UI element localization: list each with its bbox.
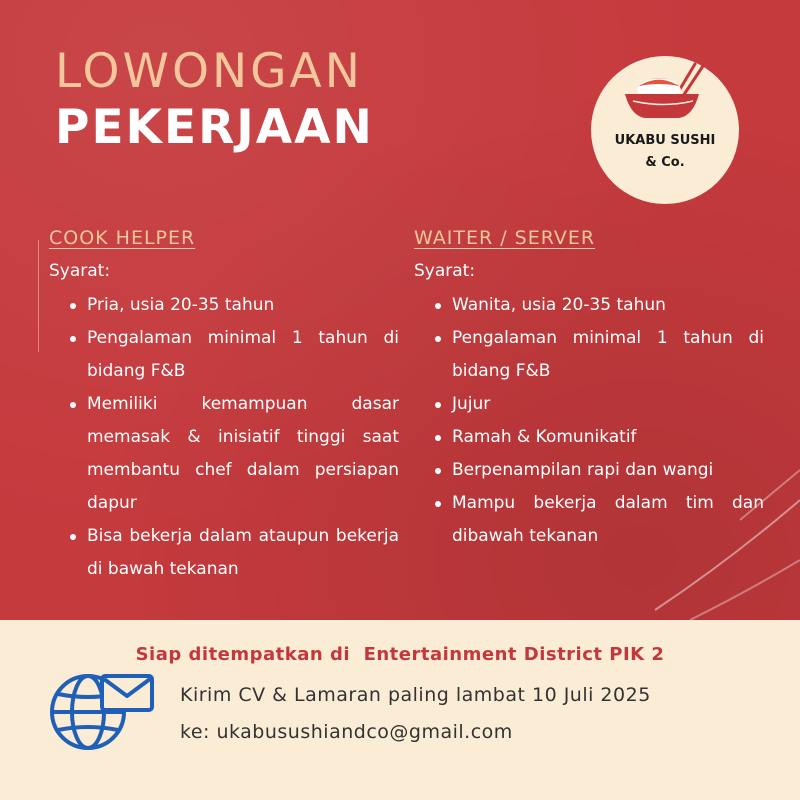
list-item: Mampu bekerja dalam tim dan dibawah tekanan xyxy=(414,487,764,553)
list-item: Jujur xyxy=(414,388,764,421)
column-divider-line xyxy=(38,240,39,352)
footer-panel xyxy=(0,620,800,800)
position-title: COOK HELPER xyxy=(49,227,196,249)
placement-text: Siap ditempatkan di Entertainment District PIK 2 xyxy=(135,644,665,665)
logo-name: UKABU SUSHI xyxy=(614,133,716,148)
company-logo xyxy=(591,56,739,204)
globe-mail-icon xyxy=(44,668,156,756)
requirements-label: Syarat: xyxy=(414,261,476,281)
sushi-bowl-icon xyxy=(619,56,711,126)
list-item: Memiliki kemampuan dasar memasak & inisiatif tinggi saat membantu chef dalam persiapan dapur xyxy=(49,388,399,520)
list-item: Pria, usia 20-35 tahun xyxy=(49,289,399,322)
list-item: Wanita, usia 20-35 tahun xyxy=(414,289,764,322)
position-title: WAITER / SERVER xyxy=(414,227,596,249)
requirements-list xyxy=(414,289,764,553)
title-lowongan: LOWONGAN xyxy=(55,44,363,99)
list-item: Berpenampilan rapi dan wangi xyxy=(414,454,764,487)
position-cook-helper xyxy=(49,226,399,586)
logo-suffix: & Co. xyxy=(645,155,685,170)
deadline-text: Kirim CV & Lamaran paling lambat 10 Juli 2025 xyxy=(180,684,651,706)
position-waiter-server xyxy=(414,226,764,553)
requirements-list xyxy=(49,289,399,586)
list-item: Ramah & Komunikatif xyxy=(414,421,764,454)
list-item: Bisa bekerja dalam ataupun bekerja di bawah tekanan xyxy=(49,520,399,586)
list-item: Pengalaman minimal 1 tahun di bidang F&B xyxy=(49,322,399,388)
title-pekerjaan: PEKERJAAN xyxy=(55,100,374,155)
requirements-label: Syarat: xyxy=(49,261,111,281)
list-item: Pengalaman minimal 1 tahun di bidang F&B xyxy=(414,322,764,388)
email-address[interactable]: ke: ukabusushiandco@gmail.com xyxy=(180,721,513,743)
